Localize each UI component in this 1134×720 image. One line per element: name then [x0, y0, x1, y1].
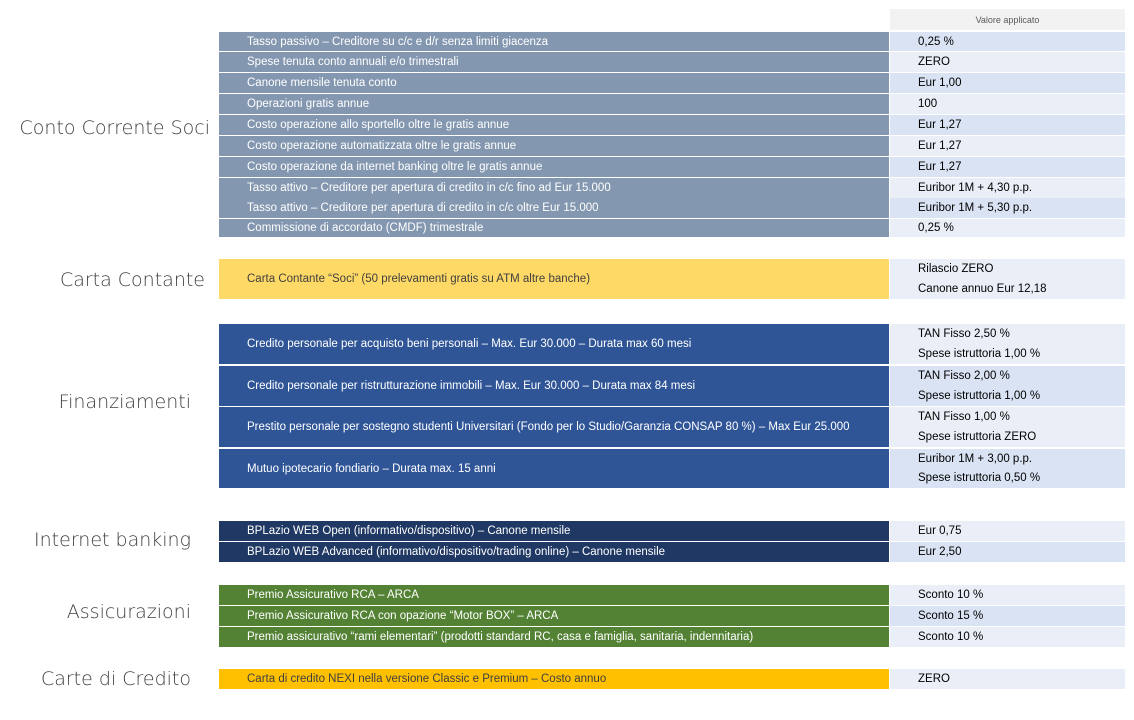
table-row: [219, 366, 1125, 406]
table-row: [219, 52, 1125, 72]
table-row: [219, 449, 1125, 488]
row-description: Carta di credito NEXI nella versione Classic e Premium – Costo annuo: [219, 669, 889, 689]
table-row: [219, 627, 1125, 647]
row-value: TAN Fisso 1,00 % Spese istruttoria ZERO: [890, 407, 1125, 447]
table-row: [219, 32, 1125, 51]
table-row: [219, 606, 1125, 626]
table-row: [219, 259, 1125, 299]
table-row: [219, 157, 1125, 177]
row-description: Credito personale per acquisto beni personali – Max. Eur 30.000 – Durata max 60 mesi: [219, 324, 889, 364]
table-row: [219, 542, 1125, 562]
table-row: [219, 521, 1125, 541]
row-description: Mutuo ipotecario fondiario – Durata max. 15 anni: [219, 449, 889, 488]
row-value: 0,25 %: [890, 32, 1125, 51]
value-column-header-label: Valore applicato: [975, 14, 1040, 25]
row-value: Eur 1,27: [890, 157, 1125, 177]
table-row: [219, 407, 1125, 447]
row-value: Eur 2,50: [890, 542, 1125, 562]
table-row: [219, 219, 1125, 237]
row-value: TAN Fisso 2,00 % Spese istruttoria 1,00 %: [890, 366, 1125, 406]
value-column-header: [890, 9, 1125, 30]
row-value: 100: [890, 94, 1125, 114]
row-value: Eur 1,27: [890, 136, 1125, 156]
row-description: Premio assicurativo “rami elementari” (prodotti standard RC, casa e famiglia, sanitaria, indennitaria): [219, 627, 889, 647]
table-row: [219, 136, 1125, 156]
row-description: Carta Contante “Soci” (50 prelevamenti gratis su ATM altre banche): [219, 259, 889, 299]
category-finanziamenti: Finanziamenti: [58, 391, 191, 413]
row-value: Eur 1,00: [890, 73, 1125, 93]
row-value: Sconto 15 %: [890, 606, 1125, 626]
category-assicurazioni: Assicurazioni: [66, 601, 191, 623]
row-description: Operazioni gratis annue: [219, 94, 889, 114]
row-value: ZERO: [890, 52, 1125, 72]
row-value: Sconto 10 %: [890, 585, 1125, 605]
row-value: 0,25 %: [890, 219, 1125, 237]
row-description: Costo operazione automatizzata oltre le gratis annue: [219, 136, 889, 156]
row-value: TAN Fisso 2,50 % Spese istruttoria 1,00 %: [890, 324, 1125, 364]
row-description: Premio Assicurativo RCA con opazione “Motor BOX” – ARCA: [219, 606, 889, 626]
row-description: Costo operazione allo sportello oltre le gratis annue: [219, 115, 889, 135]
table-row: [219, 178, 1125, 198]
category-carta-contante: Carta Contante: [59, 269, 205, 291]
table-row: [219, 324, 1125, 364]
row-description: Costo operazione da internet banking oltre le gratis annue: [219, 157, 889, 177]
row-description: BPLazio WEB Open (informativo/dispositivo) – Canone mensile: [219, 521, 889, 541]
table-row: [219, 94, 1125, 114]
row-description: Credito personale per ristrutturazione immobili – Max. Eur 30.000 – Durata max 84 mesi: [219, 366, 889, 406]
row-value: Eur 0,75: [890, 521, 1125, 541]
row-description: Tasso attivo – Creditore per apertura di credito in c/c fino ad Eur 15.000: [219, 178, 889, 198]
row-description: Canone mensile tenuta conto: [219, 73, 889, 93]
category-internet-banking: Internet banking: [34, 529, 191, 551]
table-row: [219, 198, 1125, 218]
row-description: Prestito personale per sostegno studenti Universitari (Fondo per lo Studio/Garanzia CONSAP 80 %) – Max Eur 25.000: [219, 407, 889, 447]
row-description: BPLazio WEB Advanced (informativo/dispositivo/trading online) – Canone mensile: [219, 542, 889, 562]
table-row: [219, 115, 1125, 135]
row-value: Euribor 1M + 3,00 p.p. Spese istruttoria 0,50 %: [890, 449, 1125, 488]
row-description: Commissione di accordato (CMDF) trimestrale: [219, 219, 889, 237]
category-carte-di-credito: Carte di Credito: [40, 668, 191, 690]
row-description: Tasso attivo – Creditore per apertura di credito in c/c oltre Eur 15.000: [219, 198, 889, 218]
row-description: Spese tenuta conto annuali e/o trimestrali: [219, 52, 889, 72]
row-value: Rilascio ZERO Canone annuo Eur 12,18: [890, 259, 1125, 299]
row-description: Tasso passivo – Creditore su c/c e d/r senza limiti giacenza: [219, 32, 889, 51]
table-row: [219, 73, 1125, 93]
table-row: [219, 585, 1125, 605]
row-value: Sconto 10 %: [890, 627, 1125, 647]
table-row: [219, 669, 1125, 689]
row-value: Eur 1,27: [890, 115, 1125, 135]
row-value: Euribor 1M + 4,30 p.p.: [890, 178, 1125, 198]
row-value: ZERO: [890, 669, 1125, 689]
row-value: Euribor 1M + 5,30 p.p.: [890, 198, 1125, 218]
category-conto-corrente-soci: Conto Corrente Soci: [19, 117, 210, 139]
row-description: Premio Assicurativo RCA – ARCA: [219, 585, 889, 605]
